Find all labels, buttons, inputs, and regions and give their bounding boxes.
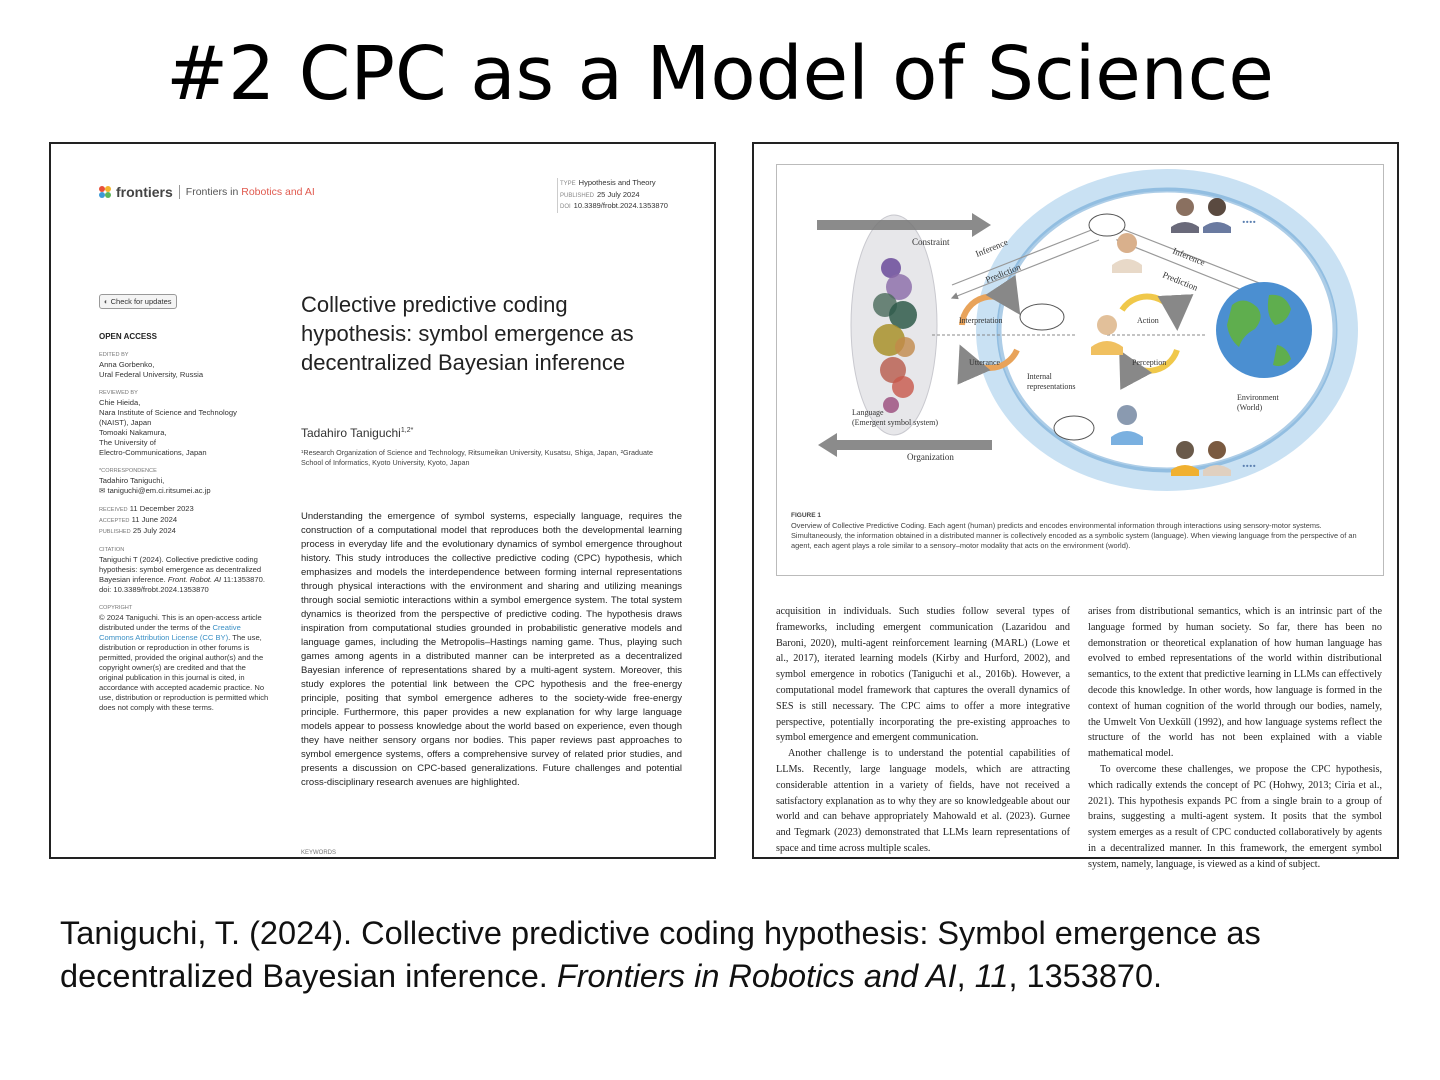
citation-block: Taniguchi T (2024). Collective predictive coding hypothesis: symbol emergence as decentralized Bayesian inference. Front. Robot. AI 11:1353870. doi: 10.3389/frobt.2024.1353870 [99, 555, 265, 594]
label-dots-bottom: .... [1242, 456, 1256, 471]
frontiers-logo-icon [99, 186, 112, 199]
paper-title: Collective predictive coding hypothesis: symbol emergence as decentralized Bayesian inference [301, 292, 634, 375]
article-meta: TYPE Hypothesis and Theory PUBLISHED 25 July 2024 DOI 10.3389/frobt.2024.1353870 [557, 178, 668, 213]
copyright-block: © 2024 Taniguchi. This is an open-access article distributed under the terms of the Creative Commons Attribution License (CC BY). The use, distribution or reproduction in other forums is permitted, provided the original author(s) and the copyright owner(s) are credited and that the original publication in this journal is cited, in accordance with accepted academic practice. No use, distribution or reproduction is permitted which does not comply with these terms. [99, 613, 269, 712]
reference-citation: Taniguchi, T. (2024). Collective predictive coding hypothesis: Symbol emergence as decentralized Bayesian inference. Frontiers in Robotics and AI, 11, 1353870. [60, 915, 1261, 994]
abstract: Understanding the emergence of symbol systems, especially language, requires the construction of a computational model that reproduces both the developmental learning process in everyday life and the evolutionary dynamics of symbol emergence throughout history. This study introduces the collective predictive coding (CPC) hypothesis, which emphasizes and models the interdependence between forming internal representations through physical interactions with the environment and sharing and utilizing meanings through social semiotic interactions within a symbol emergence system. The total system dynamics is theorized from the perspective of predictive coding. The hypothesis draws inspiration from computational studies grounded in probabilistic generative models and language games, including the Metropolis–Hastings naming game. Thus, playing such games among agents in a distributed manner can be interpreted as a decentralized Bayesian inference of representations shared by a multi-agent system. Moreover, this study explores the potential link between the CPC hypothesis and the free-energy principle, positing that symbol emergence adheres to the society-wide free-energy principle. Furthermore, this paper provides a new explanation for why large language models appear to possess knowledge about the world based on experience, even though they have neither sensory organs nor bodies. This paper reviews past approaches to symbol emergence systems, offers a comprehensive survey of related prior studies, and presents a discussion on CPC-based generalizations. Future challenges and potential cross-disciplinary research avenues are highlighted. [301, 511, 682, 788]
correspondence: Tadahiro Taniguchi, ✉ taniguchi@em.ci.ritsumei.ac.jp [99, 476, 211, 495]
label-perception: Perception [1132, 358, 1167, 367]
paper-figure-page [752, 142, 1399, 870]
label-utterance: Utterance [969, 358, 1001, 367]
label-internal-representations: Internal representations [1027, 372, 1076, 391]
frontiers-logo [99, 184, 315, 200]
dates: RECEIVED 11 December 2023 ACCEPTED 11 June 2024 PUBLISHED 25 July 2024 [99, 504, 194, 535]
label-action: Action [1137, 316, 1159, 325]
label-interpretation: Interpretation [959, 316, 1003, 325]
figure-caption: FIGURE 1 Overview of Collective Predictive Coding. Each agent (human) predicts and encodes environmental information through interactions using sensory-motor systems. Simultaneously, the information obtained in a distributed manner is collectively encoded as a symbolic system (language). When viewing language from the perspective of an agent, each agent plays a role similar to a sensory–motor modality that acts on the environment (world). [791, 512, 1357, 550]
label-environment: Environment (World) [1237, 393, 1279, 412]
journal-name: Frontiers in Robotics and AI [185, 186, 315, 198]
label-inference-right: Inference [1171, 245, 1207, 268]
open-access-label: OPEN ACCESS [99, 332, 157, 341]
cpc-diagram [777, 165, 1383, 505]
brand-name: frontiers [116, 184, 173, 200]
label-dots-top: .... [1242, 212, 1256, 227]
label-language: Language (Emergent symbol system) [852, 408, 939, 427]
edited-by: Anna Gorbenko, Ural Federal University, Russia [99, 360, 204, 379]
agent-icons [1091, 198, 1231, 476]
label-prediction-right: Prediction [1161, 269, 1200, 293]
label-constraint: Constraint [912, 237, 950, 247]
side-info: OPEN ACCESS EDITED BY Anna Gorbenko, Ural Federal University, Russia REVIEWED BY Chie Hieida, Nara Institute of Science and Technology (NAIST), Japan Tomoaki Nakamura, The University of Electro-Communications, Japan *CORRESPONDENCE Tadahiro Taniguchi, ✉ taniguchi@em.ci.ritsumei.ac.jp RECEIVED 11 December 2023 ACCEPTED 11 June 2024 PUBLISHED 25 July 2024 CITATION Taniguchi T (2024). Collective predictive coding hypothesis: symbol emergence as decentralized Bayesian inference. Front. Robot. AI 11:1353870. doi: 10.3389/frobt.2024.1353870 COPYRIGHT © 2024 Taniguchi. This is an open-access article distributed under the terms of the Creative Commons Attribution License (CC BY). The use, distribution or reproduction in other forums is permitted, provided the original author(s) and the copyright owner(s) are credited and that the original publication in this journal is cited, in accordance with accepted academic practice. No use, distribution or reproduction is permitted which does not comply with these terms. [99, 332, 271, 713]
label-prediction-left: Prediction [984, 261, 1023, 285]
paper-first-page [49, 142, 716, 859]
body-column-2: arises from distributional semantics, which is an intrinsic part of the language formed by human society. So far, there has been no demonstration or theoretical explanation of how human language has evolved to embed representations of the world within distributional semantics, to the extent that predictive learning in LLMs can effectively decode this knowledge. In other words, how language is formed in the context of human cognition of the world through our bodies, namely, the Umwelt Von Uexküll (1992), and how language systems reflect the structure of the world has not been explained with a viable mathematical model. To overcome these challenges, we propose the CPC hypothesis, which radically extends the concept of PC (Hohwy, 2013; Ciria et al., 2021). This hypothesis expands PC from a single brain to a group of brains, suggesting a multi-agent system. It posits that the symbol system emerges as a result of CPC conducted collaboratively by agents in a decentralized manner. In this framework, the emergent symbol system, namely, language, is viewed as a kind of subject. [1088, 606, 1382, 870]
reviewed-by: Chie Hieida, Nara Institute of Science and Technology (NAIST), Japan Tomoaki Nakamura, The University of Electro-Communications, Japan [99, 398, 237, 457]
affiliations: ¹Research Organization of Science and Technology, Ritsumeikan University, Kusatsu, Shiga, Japan, ²Graduate School of Informatics, Kyoto University, Kyoto, Japan [301, 448, 653, 467]
license-link[interactable]: Creative Commons Attribution License (CC BY) [99, 623, 241, 642]
figure-1 [776, 164, 1384, 576]
slide-title: #2 CPC as a Model of Science [166, 31, 1274, 117]
body-column-1: acquisition in individuals. Such studies follow several types of frameworks, including emergent communication (Lazaridou and Baroni, 2020), multi-agent reinforcement learning (MARL) (Lowe et al., 2017), iterated learning models (Kirby and Hurford, 2002), and symbol emergence in robotics (Taniguchi et al., 2016b). However, a computational model framework that captures the overall dynamics of SES is still necessary. The CPC aims to offer a more integrative perspective, potentially incorporating the pre-existing approaches to symbol emergence and emergent communication. Another challenge is to understand the potential capabilities of LLMs. Recently, large language models, which are attracting considerable attention in a variety of fields, have not received a satisfactory explanation as to why they are so knowledgeable about our world and can behave appropriately Mahowald et al. (2023). Gurnee and Tegmark (2023) demonstrated that LLMs learn representations of space and time across multiple scales. [776, 606, 1070, 854]
check-updates-button[interactable]: ◐ Check for updates [99, 294, 177, 309]
organization-arrow-icon [818, 433, 992, 457]
label-organization: Organization [907, 452, 954, 462]
keywords-label: KEYWORDS [301, 850, 337, 856]
label-inference-left: Inference [974, 236, 1010, 259]
author: Tadahiro Taniguchi$^{1,2*}$ [301, 426, 414, 440]
